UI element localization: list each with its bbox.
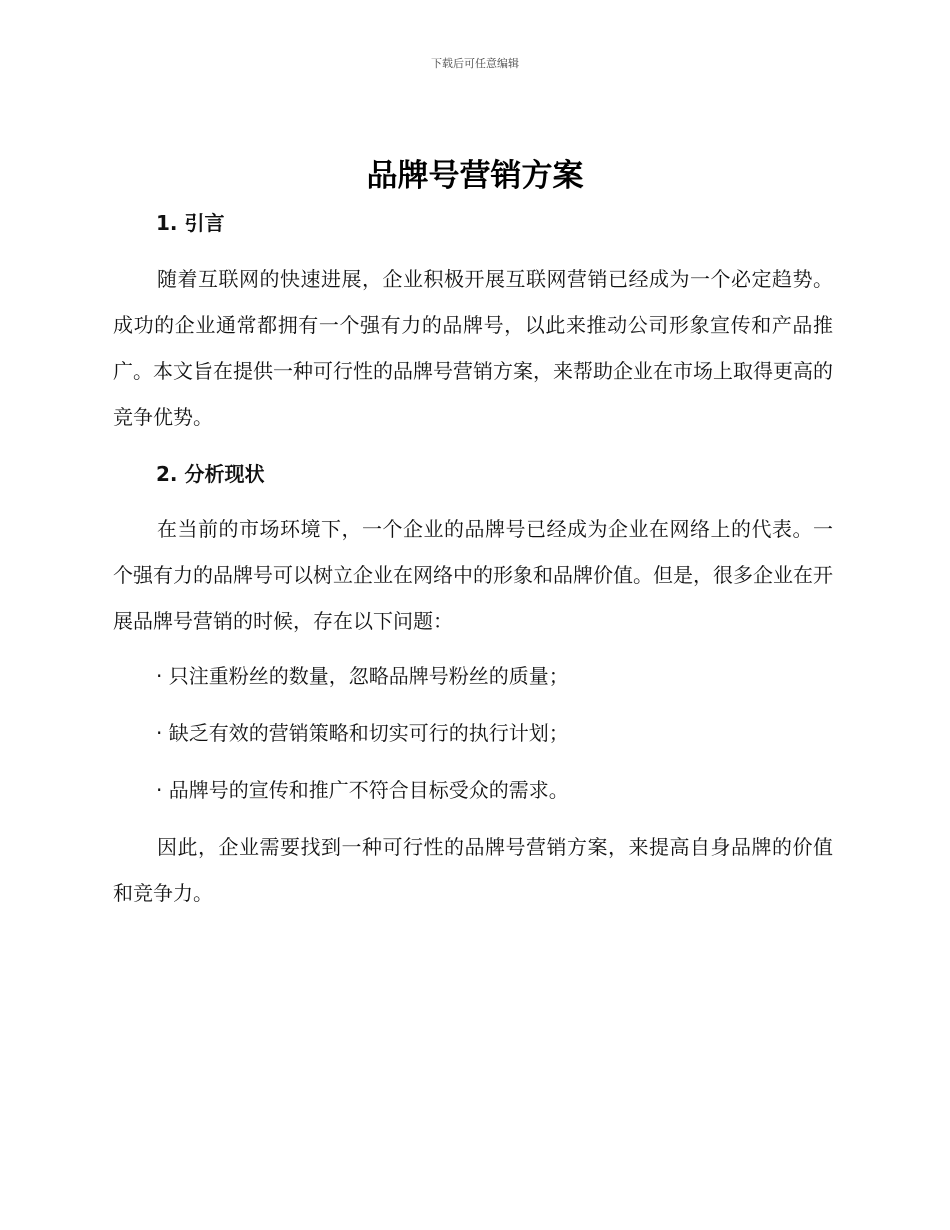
section-heading-intro: 1. 引言 xyxy=(156,211,225,235)
intro-paragraph: 随着互联网的快速进展，企业积极开展互联网营销已经成为一个必定趋势。成功的企业通常都拥有一个强有力的品牌号，以此来推动公司形象宣传和产品推广。本文旨在提供一种可行性的品牌号营销方案，来帮助企业在市场上取得更高的竞争优势。 xyxy=(113,267,833,429)
document-title: 品牌号营销方案 xyxy=(366,158,584,194)
list-item: · 缺乏有效的营销策略和切实可行的执行计划； xyxy=(156,721,569,745)
closing-paragraph: 因此，企业需要找到一种可行性的品牌号营销方案，来提高自身品牌的价值和竞争力。 xyxy=(113,835,833,905)
list-item: · 只注重粉丝的数量，忽略品牌号粉丝的质量； xyxy=(156,664,569,688)
page-header-note: 下载后可任意编辑 xyxy=(431,57,519,70)
list-item: · 品牌号的宣传和推广不符合目标受众的需求。 xyxy=(156,778,569,802)
analysis-paragraph: 在当前的市场环境下，一个企业的品牌号已经成为企业在网络上的代表。一个强有力的品牌号可以树立企业在网络中的形象和品牌价值。但是，很多企业在开展品牌号营销的时候，存在以下问题： xyxy=(113,517,833,633)
section-heading-analysis: 2. 分析现状 xyxy=(156,462,265,486)
